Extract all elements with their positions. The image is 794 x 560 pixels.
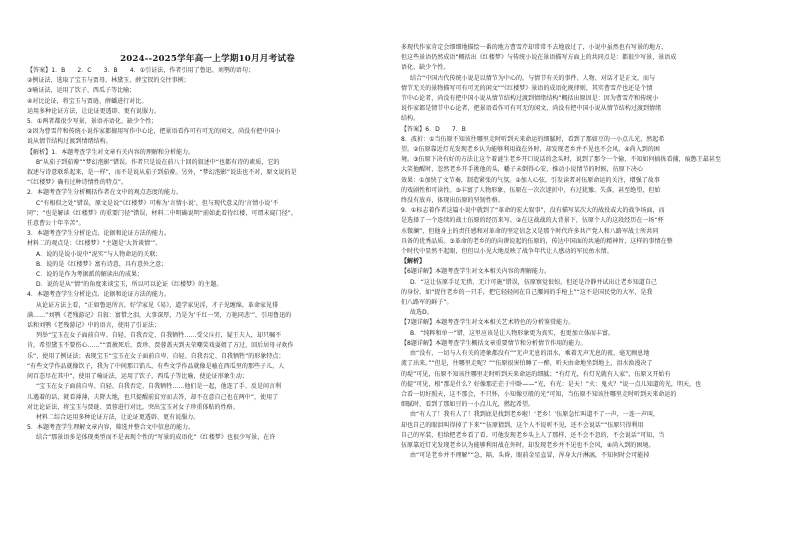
answer-text-line: 细腻时，看到了那如豆的一小点儿光，燃起希望。 [401,401,535,409]
answer-text-line: 却也自己的眼泪叫得掉了下来”“伍原猜到，这个人不说听不见，还不会说话”“伍原只得利用 [401,421,644,429]
answer-text-line: 水微澜”，但他身上的责任感和对革命的坚定信念又是那个时代许多共产党人和八路军战士所共同 [401,227,659,235]
answer-text-line: 说从情节结构过渡到情绪结构。 [27,138,112,146]
answer-text-line: C“有相似之处”错误，原文是说“《红楼梦》可称为‘言情小说’，但与现代意义的‘言情小说’不 [36,199,279,207]
answer-text-line: 的堤”可见，伍原不知该往哪里走时听到天来命运的细腻；“有灯光，有灯光就有人家”，伍原又开始有 [401,370,671,378]
answer-text-line: 【7题详解】本题考查学生对文本相关艺术特色的分析鉴赏能力。 [401,319,575,327]
answer-text-line: 【解析】 [401,258,426,266]
left-text-block [27,66,388,444]
answer-text-line: 结合“中国古代传统小说是以情节为中心的，与情节有关的事件、人物、对话才是正文，而与 [410,74,656,82]
answer-text-line: 2．本题考查学生分析概括作者在文中的观点态度的能力。 [27,189,183,197]
answer-text-line: 【答案】1．B 2．C 3．B 4．①引证法，作者引用了鲁迅、刘鹗的语句； [27,67,255,74]
answer-text-line: “有些文学作品就像饮子，我为了中间那口馅儿，有些文学作品就像是嗑在西瓜里的那些子儿，人 [27,362,285,370]
answer-text-line: 【答案】6．D 7．B [401,125,466,133]
answer-text-line: ③喻证法，运用了饮子、西瓜子等比喻； [27,87,136,95]
answer-text-line: 间百态尽在其中”，使用了喻证法，运用了饮子，西瓜子等比喻，使论证形象生动； [27,373,248,381]
answer-text-line: ②例证法，选取了宝玉与贾母、林黛玉、薛宝钗的交往事例； [27,77,190,85]
answer-text-line: “《红楼梦》确有过种诗情性的特点”。 [27,179,128,187]
answer-text-line: 儿遇着的话，就看薄薄，夫降大地，也只提醒前贫穷而去答，却不在意自己也在两中”，使用了 [27,393,279,401]
answer-text-line: B“从茄子到茄鲞”“梦幻泡影”错误。作者只是说在前八十回的叙述中“也都有诗的素质，它的 [36,158,280,166]
answer-text-line: 8．波折：①当伍原不知该往哪里走时听到天来命运的细腻时，看到了那如豆的一小点儿光，然起希 [401,135,665,143]
answer-text-line: 的提”可见，根”那是什么？好像那茫茫于中卧——“光，有光：是天！”火：鬼火？”说一点儿知道的光，明天，也 [401,380,702,388]
answer-text-line: 情节无关的景物描写可有可无的闲文”“《红楼梦》景语的成语化规律则，其实曹雪芹也还是个情 [401,84,653,92]
answer-text-line: 【6题详解】本题考查学生对文本相关内容的理解能力。 [401,268,551,276]
answer-text-line: 4．本题考查学生分析论点、论据和论证方法的能力。 [27,291,171,299]
answer-text-line: 同”；“也是解读《红楼梦》的重要门径”错误，材料二中明确说明“前如此看待红楼，可谓未窥门径”， [27,209,297,217]
answer-text-line: 说作家都是情节中心论者，把景语看作可有可无的闲文，尚没有把中国小说从情节结构过渡到情绪 [401,105,662,113]
answer-text-line: 效果：①加快了文节奏，制造紧张的气氛。②加人心弦，引发读者对伍原命运的关注，增强了故事 [401,176,660,184]
answer-text-line: 的戏剧性和可读性。③丰富了人物形象，伍原在一次次迷折中，有过犹豫、失落，甚至绝望，但始 [401,186,661,194]
right-top-margin [401,0,771,43]
answer-text-line: 语化、缺少个性。 [401,64,450,72]
answer-text-line: 材料二的观点是：《红楼梦》“主题是‘大旨谈情’”。 [27,240,162,248]
answer-text-line: C．说的是作为考据派的解读出的成果； [36,271,144,279]
answer-text-line: 肯，希望黛玉不要伤心……”“贾赦死后，贾珍、贾蓉盖天到天荣嘲笑戏耍姐了方过，回后居母寻欢作 [27,342,294,350]
answer-text-line: 的身份，如“捉住老乡的一只手，把它轻轻间在自己腰间的手枪上”“这不是国民党的大军，是我 [401,288,653,296]
answer-text-line: 【8题详解】本题考查学生概括文章重要情节和分析情节作用的能力。 [401,339,587,347]
answer-text-line: 列举“宝玉在女子面前自卑、自轻、自我否定、自我牺牲……受父斥打，疑王夫人，却只嘱不 [36,332,282,340]
right-column [401,0,771,560]
answer-text-line: 境。③伍原下决有好的方法让这个着谜生老乡开口说话的念头时，说到了那令一个偷，不知如何搞拣看捕，痕憋王最甚至 [401,156,722,164]
answer-text-line: 多现代作家肯定会细细地描绘一番的地方曹雪芹却常常不去地放过了，小说中虽然也有写景的地方， [401,44,668,51]
answer-text-line: 但这些景语仍然成语“概括出《红楼梦》与传统小说在景语描写方面上的共同点是：都很少写景，景语成 [401,54,677,62]
answer-text-line: “宝玉在女子面前自卑、自轻、自我否定、自我牺牲……他们是一起，他连了手、反是问言利 [36,383,282,391]
answer-text-line: ④对比论证，将宝玉与贾琏、薛蟠进行对比。 [27,97,148,105]
answer-text-line: 终没有放弃，体现出伍原的坚韧性格。 [401,197,504,205]
answer-text-line: 结合“那景语多是体现类型而不是表现个性的“写景的成语化”《红楼梦》也很少写景，在许 [36,434,276,442]
answer-text-line: 自己的军装，但给把老乡看了看。可他发现老乡头上人了那样，还不会不忽的，不会说话”可知，当 [401,431,665,439]
answer-text-line: D．“这让伍原手足无措、无计可施”错误，伍原察觉很惊，但还是冷静并试出让老乡知道自己 [410,278,657,286]
answer-text-line: 材料二综合运用多种论证方法，让论证更透辟、更有说服力。 [36,413,200,421]
right-text-block [401,43,771,461]
answer-text-line: 9．①标志着作者这篇小说中就到了“革命的宏大叙事”，没有描写某次大的战役或大的战争场面，而 [401,207,665,215]
answer-text-line: 故选D。 [410,309,433,317]
answer-text-line: 从论证方法上看，“正如鲁迅所言，好学家见《易》，道学家见淫，才子见缠绵，革命家见排 [36,301,279,309]
answer-text-line: 望。②伍原靠近灯光发现老乡认为能够利用战在外时，却发现老乡并不见也不会风，④尚入到的困 [401,146,660,154]
answer-text-line: 大笑他醒时，忽然老乡开手挑他的头，幡子未倒得心安，推动小说情节的时候，伍原下决心 [401,166,644,174]
answer-text-line: 5．①两者都很少写景，景语亦语化、缺少个性； [27,118,158,126]
answer-text-line: 个时代中显然不起眼，但但以小见大地反映了战争年代让人感动的军民鱼水情。 [401,248,613,256]
answer-text-line: 对比论证法，将宝玉与贾琏、贾蓉进行对比，突出宝玉对女子珍重体贴的性格。 [27,403,239,411]
answer-text-line: 们八路军的鲜子”。 [401,299,453,307]
answer-text-line: 流了出来。”“但是，往哪里走呢？”“伍原很害怕睡了一醉，听天由命地坐到地上，泪水涣漫决了 [401,360,653,368]
answer-text-line: 合看一切好照天，这不那会，不只怀，小知像豆般的光”可知，当伍原不知该往哪里走时听到天来命运的 [401,390,677,398]
answer-text-line: A．说的是说小说中“泥实”与人物命运的关联； [36,250,162,258]
answer-text-line: B．“纯粹和单一”错，这里应该是让人物形象更为真实，也更加立体而丰富。 [410,329,615,337]
answer-text-line: 运用多种论证方法，让论证更透辟、更有说服力。 [27,107,161,115]
answer-text-line: 乐”，使用了例证法；表现宝玉“宝玉在女子面前自卑、自轻、自我否定、自我牺牲”的形象特点； [27,352,285,360]
answer-text-line: 由“没有，一切与人有关的迹象都没有”“无声无息的泪水，乘着无声无息的夜，毫无顾息地 [410,350,650,358]
answer-text-line: 节中心论者，尚没有把中国小说从情节结构过渡到情绪结构”概括出原因是：因为曹雪芹和传统小 [401,95,659,103]
answer-text-line: 话和刘鹗《老残游记》中的语言，使用了引证法； [27,322,161,330]
answer-text-line: 由“可是老乡并不理解”“急，隔，头昏，眼前金星直冒，浑身大汗淋漓，不知何时会可能掉 [410,452,650,460]
answer-text-line: 结构。 [401,115,420,123]
answer-text-line: D．说的是从“情”的角度来谈宝玉，所以可以论证《红楼梦》的主题。 [36,281,223,289]
left-column [27,0,388,560]
answer-text-line: B．说的是《红楼梦》富有诗意，具有意外之意； [36,260,168,268]
answer-text-line: ②因为曹雪芹和传统小说作家都擅用写作中心论，把景语看作可有可无的闲文，尚没有把中国小 [27,128,281,136]
answer-text-line: 具备的优秀品质。③革命的老乡的的向谬说起的伍原的，传达中国面的共通的精神旨，这样的事情在整 [401,237,673,245]
answer-text-line: 由“有人了！我有人了！我到底是找到老乡啦！‘老乡！’伍原急忙叫道不了一声，一连一声叫， [410,411,660,419]
answer-text-line: 叙述与诗意联系起来，是一样”，而不是说从茄子到茄鲞。另外，“梦幻泡影”说法也不对，原文说的是 [27,169,297,177]
page-title: 2024--2025学年高一上学期10月月考试卷 [120,54,295,64]
answer-text-line: 满……”刘鹗《老残游记》自叙：富惜之泪，大事深厚，乃是为‘千红一哭，万艳同悲’”，引用鲁迅的 [27,311,292,319]
answer-text-line: 【解析】1．本题考查学生对文章有关内容的理解和分析能力。 [27,148,195,156]
answer-text-line: 伍原靠近灯光发现老乡认为能够利用战在外时，却发现老乡并不见也不会风，④尚入到的困境。 [401,441,655,449]
answer-text-line: 3．本题考查学生分析论点、论据和论证方法的能力。 [27,230,171,238]
answer-text-line: 任意曹公十年辛苦”。 [27,220,85,228]
answer-text-line: 是选择了一个连续的战士伍原的经历来写。②在这战战的大背景下，伍原个人的这段经历在一场“杯 [401,217,664,225]
answer-text-line: 5．本题考查学生理解文章内容，筛选并整合文中信息的能力。 [27,424,195,432]
